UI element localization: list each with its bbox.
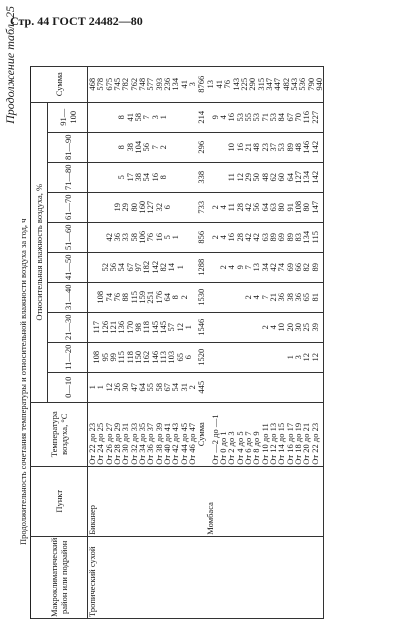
sum-cell: 338 [196, 162, 206, 192]
value-cell: 42 36 33 58 106 76 16 5 1 [88, 222, 197, 252]
table-row [88, 66, 197, 618]
zone-cell [206, 536, 323, 618]
value-cell [206, 372, 323, 402]
sum-cell: 1530 [196, 282, 206, 312]
value-cell: 1 1 12 26 30 47 64 55 58 67 54 31 2 [88, 372, 197, 402]
page-header: Стр. 44 ГОСТ 24482—80 [10, 14, 143, 28]
value-cell: 10 16 21 48 23 37 53 89 48 146 142 [206, 132, 323, 162]
value-cell: 108 74 76 88 115 159 251 176 64 8 2 [88, 282, 197, 312]
value-cell: 9 4 16 53 55 53 71 53 84 67 70 116 227 [206, 102, 323, 132]
header-point: Пункт [31, 466, 88, 536]
table-row [206, 66, 323, 618]
header-total: Сумма [31, 66, 88, 102]
zone-cell [196, 536, 206, 618]
header-humidity-range: 0—10 [48, 372, 88, 402]
point-cell: Биканер [88, 466, 197, 536]
value-cell: 19 29 80 160 127 32 6 [88, 192, 197, 222]
value-cell: 52 56 54 67 97 182 142 82 14 1 [88, 252, 197, 282]
sum-row [196, 66, 206, 618]
climate-table [30, 66, 324, 619]
header-humidity-range: 91—100 [48, 102, 88, 132]
continuation-label: Продолжение табл. 25 [3, 6, 17, 124]
value-cell: 108 95 99 115 118 150 162 146 113 103 65 6 [88, 342, 197, 372]
header-humidity-range: 71—80 [48, 162, 88, 192]
temperature-cell: От —2 до —1 От 0 до 1 От 2 до 3 От 4 до 5 От 6 до 7 От 8 до 9 От 10 до 11 От 12 до 13 От 14 до 15 От 16 до 17 От 18 до 19 От 20 до 21 От 22 до 23 [206, 402, 323, 466]
sum-cell: 1520 [196, 342, 206, 372]
sum-cell: 296 [196, 132, 206, 162]
value-cell: 2 4 10 20 30 25 39 [206, 312, 323, 342]
sum-cell: 8766 [196, 66, 206, 102]
sum-cell: 214 [196, 102, 206, 132]
sum-cell: 856 [196, 222, 206, 252]
value-cell: 2 4 9 7 13 34 42 74 69 66 82 89 [206, 252, 323, 282]
table-group-title: Продолжительность сочетания температуры и относительной влажности воздуха за год, ч [18, 218, 28, 545]
sum-label: Сумма [196, 402, 206, 466]
value-cell: 2 4 16 28 42 42 63 89 69 89 83 134 115 [206, 222, 323, 252]
value-cell: 2 4 11 28 42 56 64 63 80 91 108 80 147 [206, 192, 323, 222]
value-cell: 8 38 104 56 7 2 [88, 132, 197, 162]
value-cell: 11 12 29 50 48 62 60 64 127 134 142 [206, 162, 323, 192]
value-cell: 117 126 121 136 170 98 118 145 145 57 12 1 [88, 312, 197, 342]
value-cell: 5 17 38 54 16 8 [88, 162, 197, 192]
total-cell: 468 578 675 745 782 762 748 577 393 236 134 41 3 [88, 66, 197, 102]
header-humidity-range: 61—70 [48, 192, 88, 222]
point-cell: Момбаса [206, 466, 323, 536]
sum-cell: 1546 [196, 312, 206, 342]
header-humidity-range: 51—60 [48, 222, 88, 252]
value-cell: 1 3 12 12 [206, 342, 323, 372]
header-humidity-group: Относительная влажность воздуха, % [31, 102, 48, 402]
header-humidity-range: 11—20 [48, 342, 88, 372]
header-humidity-range: 21—30 [48, 312, 88, 342]
zone-cell: Тропический сухой [88, 536, 197, 618]
total-cell: 13 41 76 143 225 290 315 347 447 482 543 536 790 940 [206, 66, 323, 102]
value-cell: 2 4 7 21 36 38 36 65 81 [206, 282, 323, 312]
header-humidity-range: 31—40 [48, 282, 88, 312]
value-cell: 8 41 58 7 3 1 [88, 102, 197, 132]
sum-cell: 445 [196, 372, 206, 402]
header-temperature: Температура воздуха, °С [31, 402, 88, 466]
sum-cell: 733 [196, 192, 206, 222]
temperature-cell: От 22 до 23 От 24 до 25 От 26 до 27 От 28 до 29 От 30 до 31 От 32 до 33 От 34 до 35 От 36 до 37 От 38 до 39 От 40 до 41 От 42 до 43 От 44 до 45 От 46 до 47 [88, 402, 197, 466]
header-humidity-range: 81—90 [48, 132, 88, 162]
header-zone: Макроклиматический район или подрайон [31, 536, 88, 618]
header-humidity-range: 41—50 [48, 252, 88, 282]
sum-cell: 1288 [196, 252, 206, 282]
